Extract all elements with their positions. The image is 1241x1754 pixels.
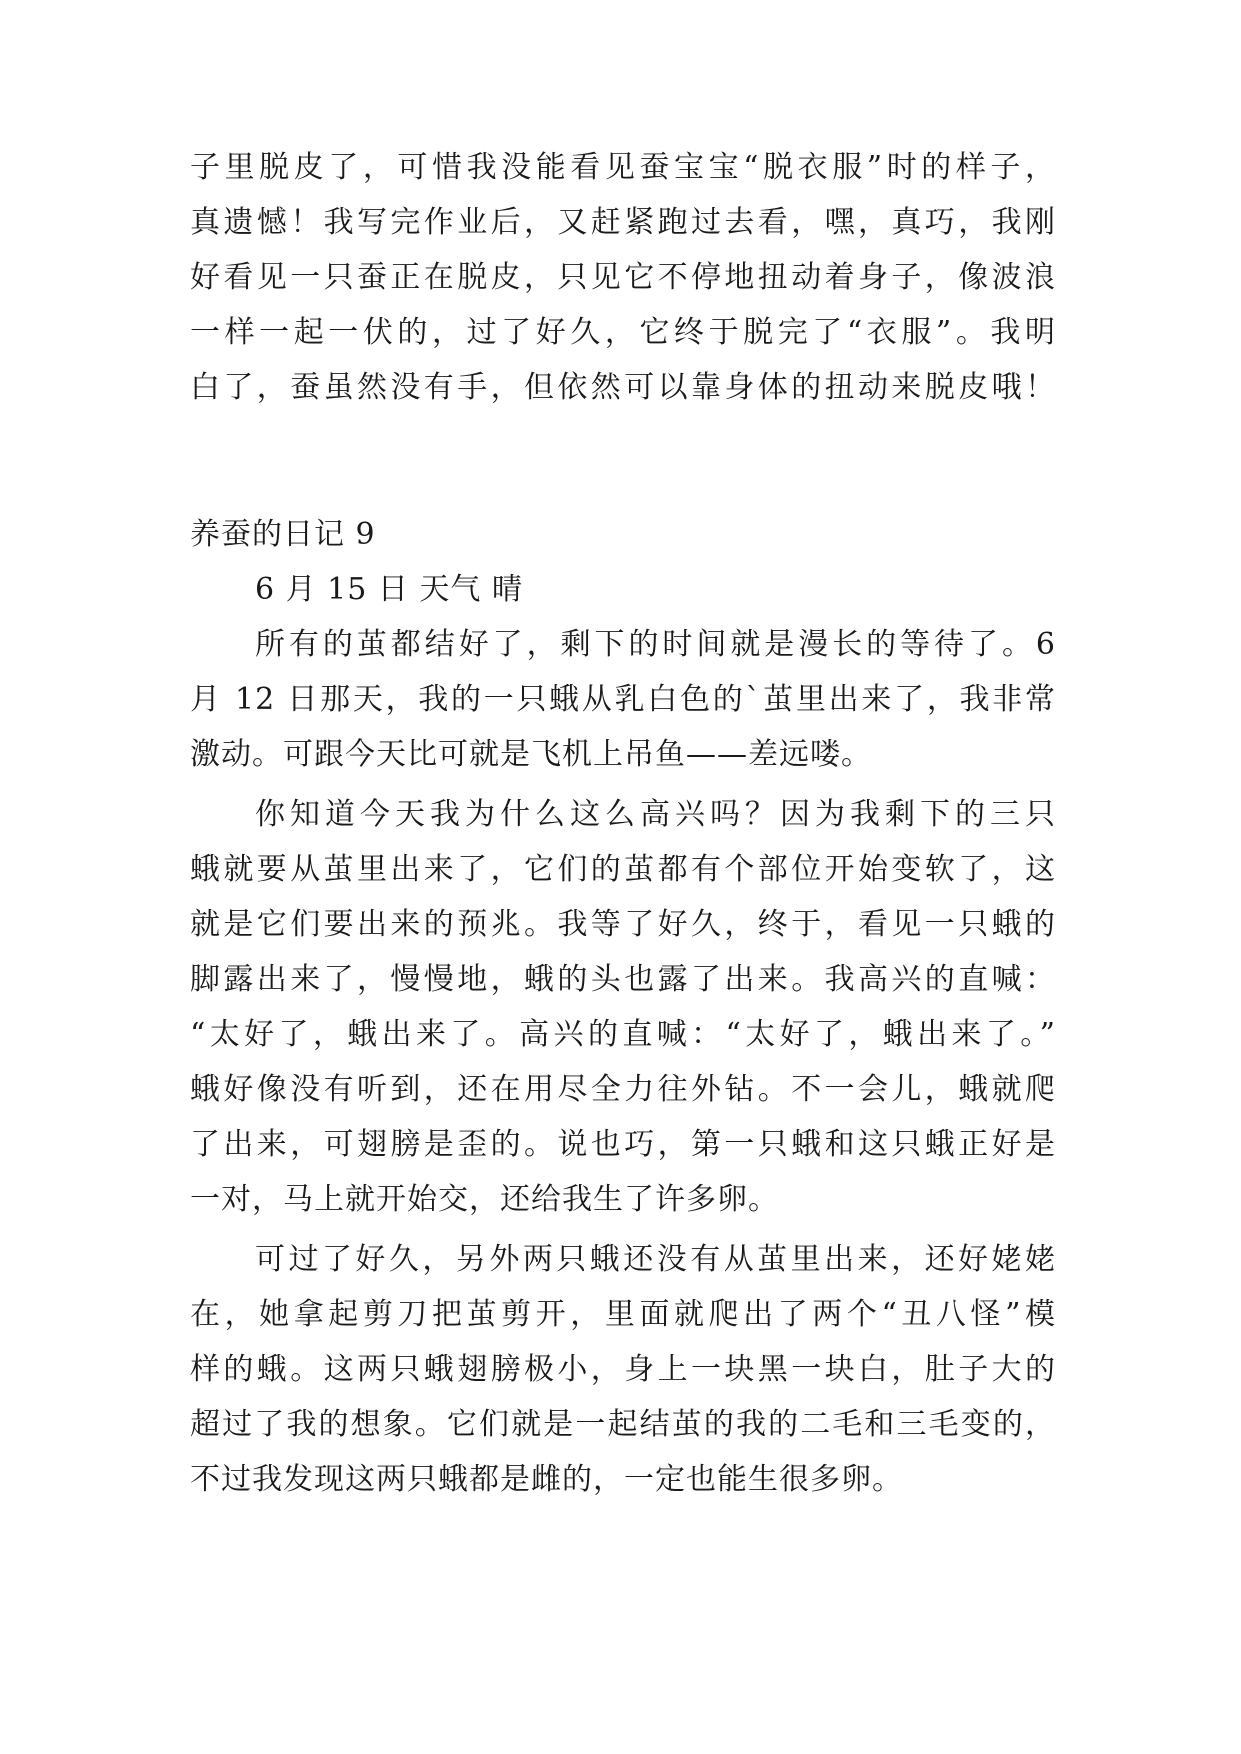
intro-line-4: 一样一起一伏的，过了好久，它终于脱完了“衣服”。我明	[190, 315, 1056, 350]
paragraph-1-line-1: 所有的茧都结好了，剩下的时间就是漫长的等待了。6	[255, 627, 1056, 662]
intro-line-3: 好看见一只蚕正在脱皮，只见它不停地扭动着身子，像波浪	[190, 260, 1056, 295]
intro-line-1: 子里脱皮了，可惜我没能看见蚕宝宝“脱衣服”时的样子，	[190, 150, 1056, 185]
paragraph-1-line-3: 激动。可跟今天比可就是飞机上吊鱼——差远喽。	[190, 737, 872, 772]
paragraph-1-line-2: 月 12 日那天，我的一只蛾从乳白色的`茧里出来了，我非常	[190, 682, 1056, 717]
paragraph-2-line-3: 就是它们要出来的预兆。我等了好久，终于，看见一只蛾的	[190, 907, 1056, 942]
paragraph-2-line-4: 脚露出来了，慢慢地，蛾的头也露了出来。我高兴的直喊：	[190, 962, 1056, 997]
paragraph-3-line-2: 在，她拿起剪刀把茧剪开，里面就爬出了两个“丑八怪”模	[190, 1297, 1056, 1332]
paragraph-3-line-4: 超过了我的想象。它们就是一起结茧的我的二毛和三毛变的，	[190, 1407, 1056, 1442]
paragraph-2-line-8: 一对，马上就开始交，还给我生了许多卵。	[190, 1182, 779, 1217]
paragraph-2-line-5: “太好了，蛾出来了。高兴的直喊：“太好了，蛾出来了。”	[190, 1017, 1056, 1052]
date-line: 6 月 15 日 天气 晴	[255, 572, 523, 607]
section-title: 养蚕的日记 9	[190, 517, 376, 552]
intro-line-2: 真遗憾！我写完作业后，又赶紧跑过去看，嘿，真巧，我刚	[190, 205, 1056, 240]
intro-line-5: 白了，蚕虽然没有手，但依然可以靠身体的扭动来脱皮哦！	[190, 370, 1056, 405]
paragraph-2-line-2: 蛾就要从茧里出来了，它们的茧都有个部位开始变软了，这	[190, 852, 1056, 887]
paragraph-3-line-5: 不过我发现这两只蛾都是雌的，一定也能生很多卵。	[190, 1462, 903, 1497]
paragraph-2-line-1: 你知道今天我为什么这么高兴吗？因为我剩下的三只	[255, 797, 1056, 832]
paragraph-3-line-1: 可过了好久，另外两只蛾还没有从茧里出来，还好姥姥	[255, 1242, 1056, 1277]
paragraph-3-line-3: 样的蛾。这两只蛾翅膀极小，身上一块黑一块白，肚子大的	[190, 1352, 1056, 1387]
paragraph-2-line-6: 蛾好像没有听到，还在用尽全力往外钻。不一会儿，蛾就爬	[190, 1072, 1056, 1107]
paragraph-2-line-7: 了出来，可翅膀是歪的。说也巧，第一只蛾和这只蛾正好是	[190, 1127, 1056, 1162]
